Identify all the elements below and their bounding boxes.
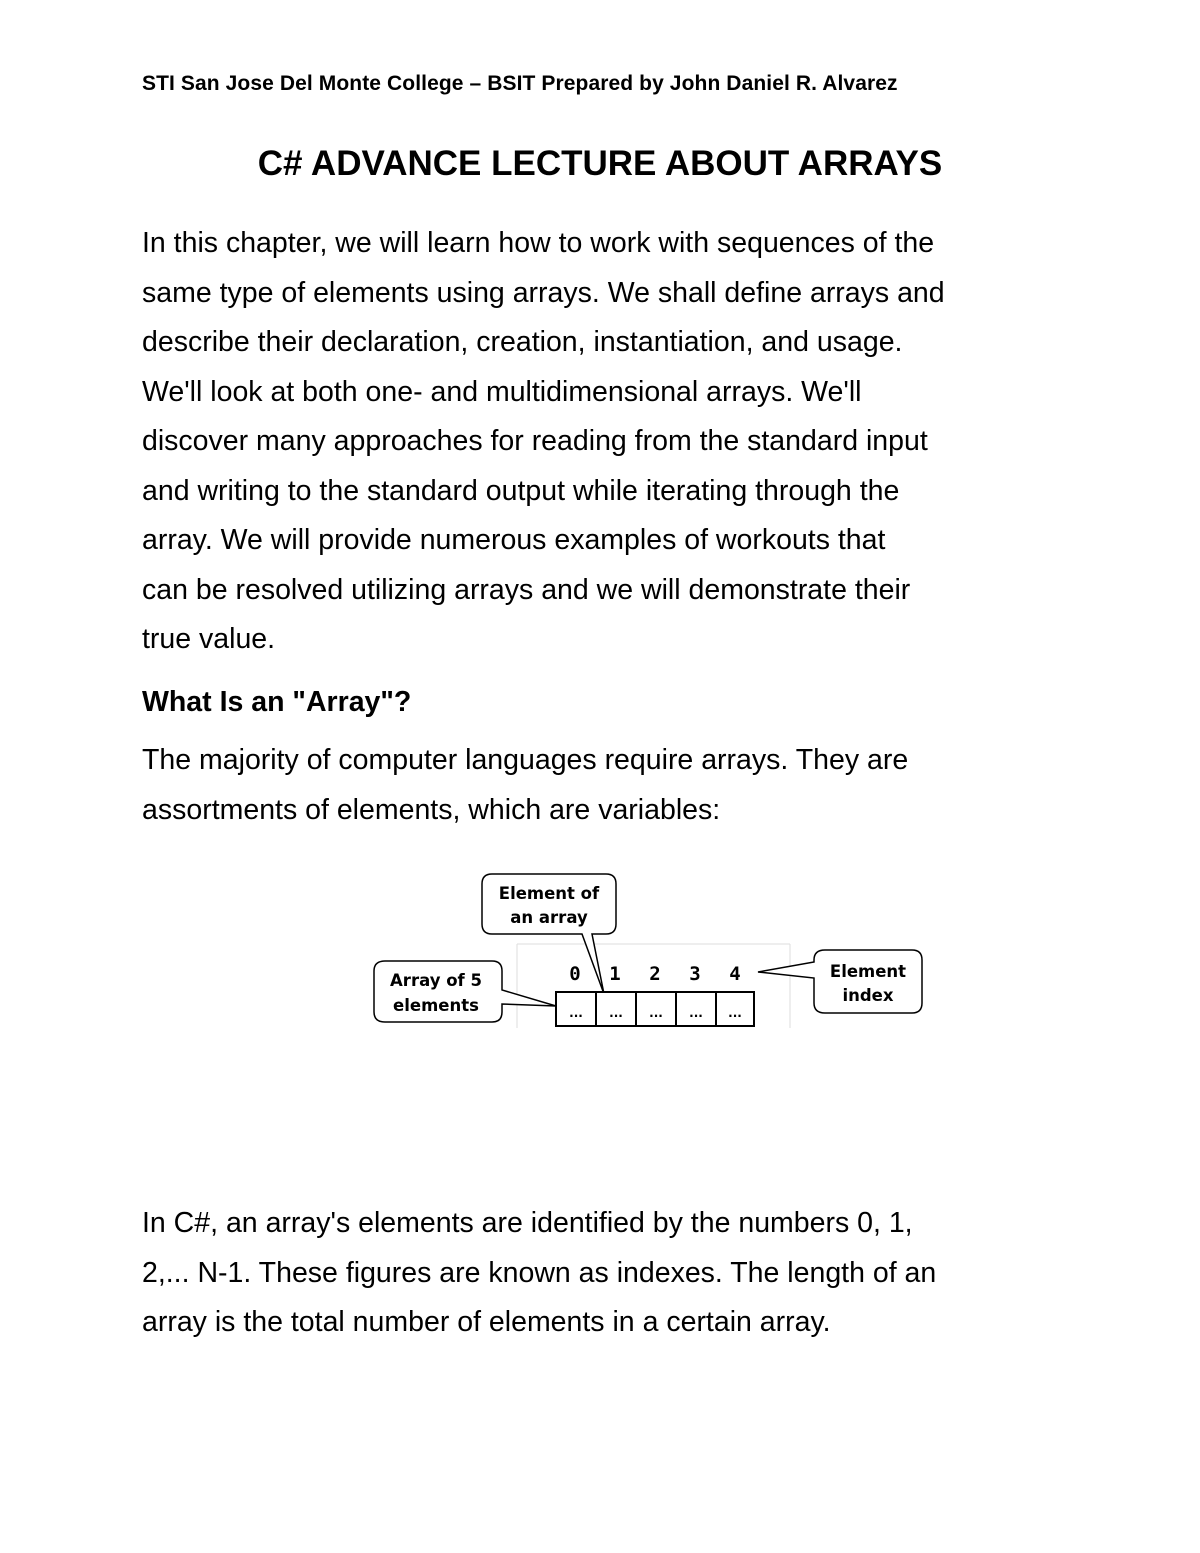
indexes-line: array is the total number of elements in a certain array. xyxy=(142,1306,831,1338)
array-diagram xyxy=(360,862,940,1042)
definition-paragraph xyxy=(142,736,1072,835)
page-header: STI San Jose Del Monte College – BSIT Prepared by John Daniel R. Alvarez xyxy=(142,72,898,95)
callout-element-line: an array xyxy=(510,908,588,927)
intro-line: We'll look at both one- and multidimensional arrays. We'll xyxy=(142,375,862,408)
intro-line: array. We will provide numerous examples of workouts that xyxy=(142,524,886,556)
array-cells xyxy=(556,992,754,1026)
callout-index-line: index xyxy=(842,986,894,1005)
intro-line: In this chapter, we will learn how to work with sequences of the xyxy=(142,227,935,259)
intro-line: describe their declaration, creation, instantiation, and usage. xyxy=(142,326,903,358)
definition-line: The majority of computer languages require arrays. They are xyxy=(142,744,909,776)
indexes-paragraph xyxy=(142,1199,1072,1348)
callout-array-line: elements xyxy=(393,996,479,1015)
intro-line: and writing to the standard output while iterating through the xyxy=(142,474,900,507)
callout-array-line: Array of 5 xyxy=(390,971,482,990)
intro-line: same type of elements using arrays. We shall define arrays and xyxy=(142,276,945,309)
callout-index-line: Element xyxy=(829,962,907,981)
callout-element-line: Element of xyxy=(498,884,600,903)
callout-array-of-elements xyxy=(374,961,556,1022)
indexes-line: 2,... N-1. These figures are known as indexes. The length of an xyxy=(142,1256,937,1289)
array-cell-value: ... xyxy=(569,1006,583,1020)
document-title: C# ADVANCE LECTURE ABOUT ARRAYS xyxy=(257,144,943,183)
array-index-label: 4 xyxy=(729,963,741,985)
intro-line: can be resolved utilizing arrays and we will demonstrate their xyxy=(142,573,911,606)
array-index-label: 3 xyxy=(689,963,701,985)
indexes-line: In C#, an array's elements are identified by the numbers 0, 1, xyxy=(142,1207,913,1239)
array-cell-value: ... xyxy=(609,1006,623,1020)
section-heading: What Is an "Array"? xyxy=(142,686,412,718)
array-index-label: 2 xyxy=(649,963,661,985)
array-cell-value: ... xyxy=(649,1006,663,1020)
callout-element-index xyxy=(758,950,922,1013)
callout-index-bubble xyxy=(758,950,922,1013)
array-index-label: 1 xyxy=(609,963,621,985)
intro-line: true value. xyxy=(142,623,276,655)
definition-line: assortments of elements, which are variables: xyxy=(142,793,721,826)
array-cell-value: ... xyxy=(689,1006,703,1020)
array-index-label: 0 xyxy=(569,963,581,985)
array-cell-value: ... xyxy=(728,1006,742,1020)
intro-paragraph xyxy=(142,219,1072,665)
intro-line: discover many approaches for reading from the standard input xyxy=(142,425,928,457)
